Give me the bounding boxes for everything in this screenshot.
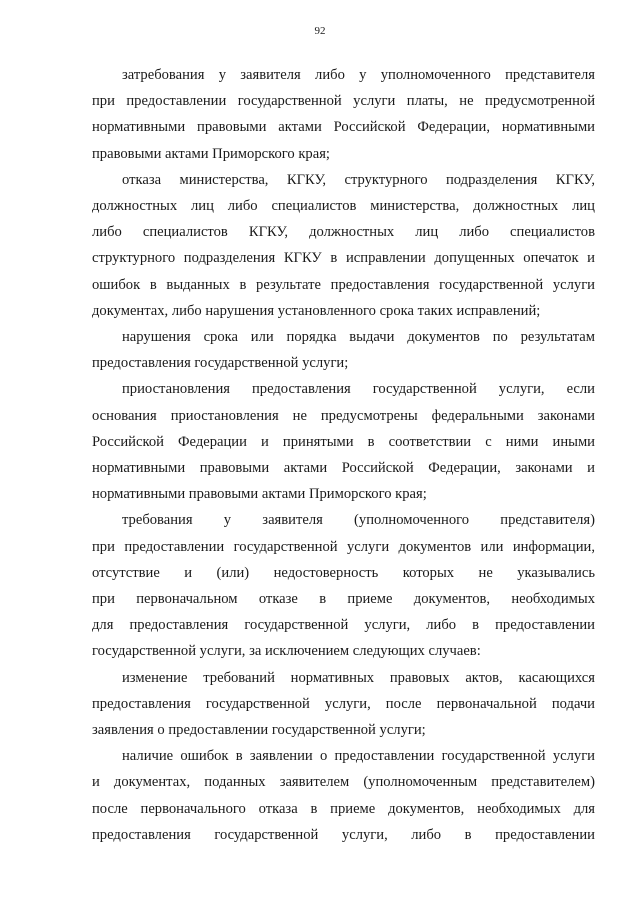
text-line: изменение требований нормативных правовых актов, касающихся: [122, 669, 595, 686]
text-line: отсутствие и (или) недостоверность которых не указывались: [92, 564, 595, 581]
text-line: предоставления государственной услуги;: [92, 355, 349, 372]
text-line: для предоставления государственной услуги, либо в предоставлении: [92, 617, 595, 634]
text-line: документах, либо нарушения установленного срока таких исправлений;: [92, 302, 541, 319]
text-line: правовыми актами Приморского края;: [92, 145, 330, 162]
text-line: должностных лиц либо специалистов министерства, должностных лиц: [92, 198, 595, 215]
text-line: после первоначального отказа в приеме документов, необходимых для: [92, 800, 595, 817]
paragraph-refusal-correction: [92, 167, 595, 324]
text-line: затребования у заявителя либо у уполномоченного представителя: [122, 67, 595, 83]
text-line: при первоначальном отказе в приеме документов, необходимых: [92, 591, 595, 608]
text-line: приостановления предоставления государственной услуги, если: [122, 381, 595, 398]
text-line: при предоставлении государственной услуги документов или информации,: [92, 538, 595, 555]
text-line: нарушения срока или порядка выдачи документов по результатам: [122, 329, 595, 346]
text-line: ошибок в выданных в результате предоставления государственной услуги: [92, 276, 595, 293]
text-line: наличие ошибок в заявлении о предоставлении государственной услуги: [122, 748, 595, 765]
text-line: и документах, поданных заявителем (уполномоченным представителем): [92, 774, 595, 791]
paragraph-document-requirement: [92, 507, 595, 664]
text-line: государственной услуги, за исключением следующих случаев:: [92, 643, 481, 660]
paragraph-fee-demand: [92, 62, 595, 167]
text-line: заявления о предоставлении государственной услуги;: [92, 722, 426, 739]
text-line: нормативными правовыми актами Приморского края;: [92, 486, 427, 503]
page-number: 92: [314, 25, 326, 37]
document-body: [92, 62, 595, 848]
text-line: нормативными правовыми актами Российской Федерации, нормативными: [92, 119, 595, 136]
paragraph-application-errors: [92, 743, 595, 848]
text-line: предоставления государственной услуги, после первоначальной подачи: [92, 695, 595, 712]
text-line: либо специалистов КГКУ, должностных лиц либо специалистов: [92, 224, 595, 241]
text-line: требования у заявителя (уполномоченного представителя): [122, 512, 595, 529]
text-line: нормативными правовыми актами Российской Федерации, законами и: [92, 460, 595, 477]
paragraph-regulation-change: [92, 665, 595, 744]
paragraph-suspension: [92, 376, 595, 507]
text-line: при предоставлении государственной услуги платы, не предусмотренной: [92, 93, 595, 110]
text-line: Российской Федерации и принятыми в соответствии с ними иными: [92, 433, 595, 450]
text-line: отказа министерства, КГКУ, структурного подразделения КГКУ,: [122, 171, 595, 188]
text-line: предоставления государственной услуги, либо в предоставлении: [92, 826, 595, 843]
text-line: основания приостановления не предусмотрены федеральными законами: [92, 407, 595, 424]
text-line: структурного подразделения КГКУ в исправлении допущенных опечаток и: [92, 250, 595, 267]
paragraph-deadline-violation: [92, 324, 595, 376]
